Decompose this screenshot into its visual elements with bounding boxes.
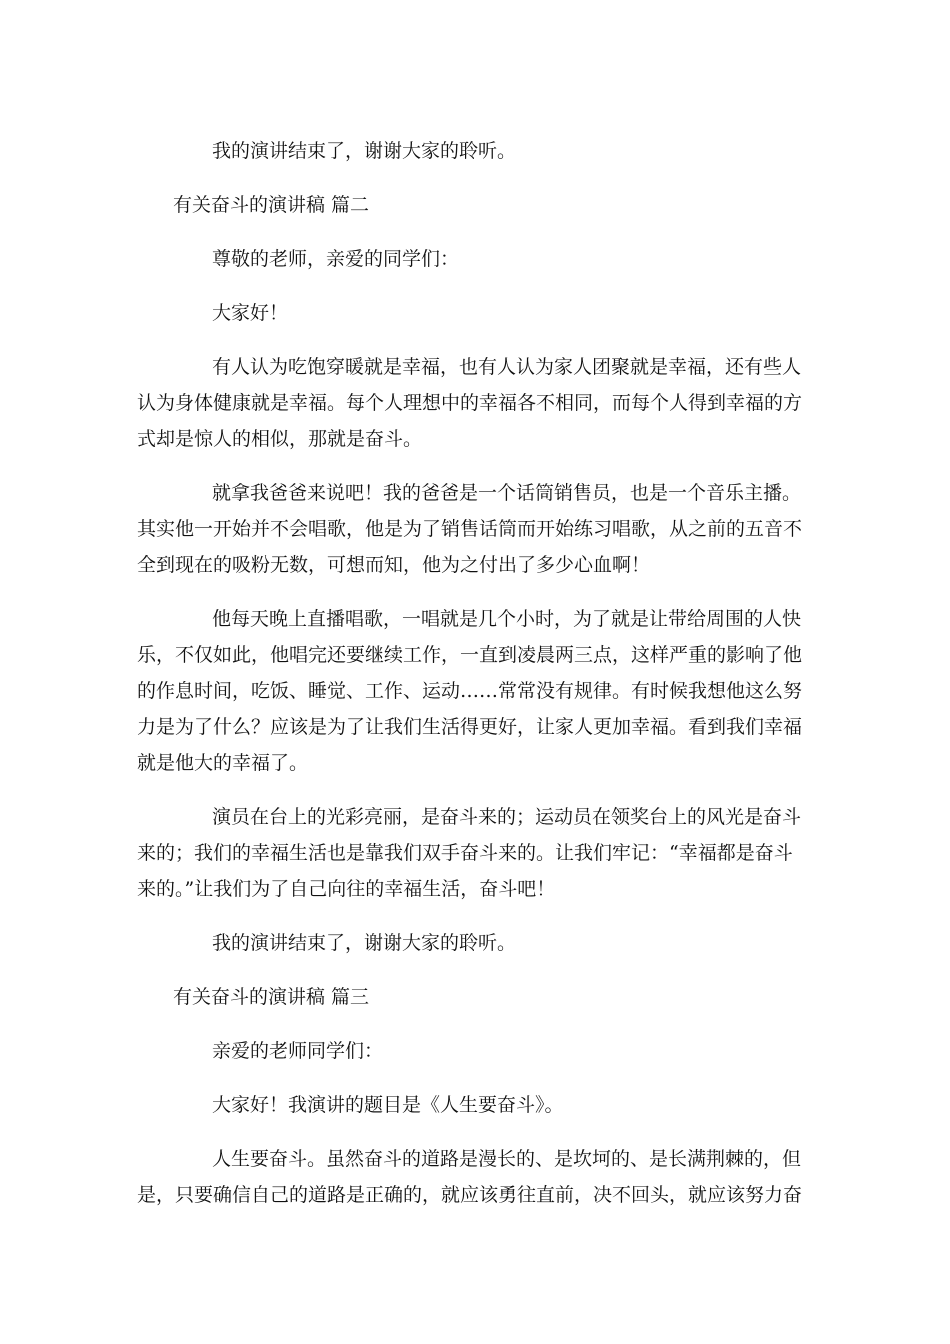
closing-line: 我的演讲结束了，谢谢大家的聆听。 (212, 932, 517, 954)
paragraph-line: 的作息时间，吃饭、睡觉、工作、运动……常常没有规律。有时候我想他这么努 (137, 680, 803, 702)
paragraph-line: 人生要奋斗。虽然奋斗的道路是漫长的、是坎坷的、是长满荆棘的，但 (212, 1148, 802, 1170)
paragraph-line: 就是他大的幸福了。 (137, 752, 309, 774)
paragraph-line: 他每天晚上直播唱歌，一唱就是几个小时，为了就是让带给周围的人快 (212, 608, 802, 630)
paragraph-line: 全到现在的吸粉无数，可想而知，他为之付出了多少心血啊！ (137, 554, 651, 576)
paragraph-line: 式却是惊人的相似，那就是奋斗。 (137, 428, 423, 450)
paragraph-line: 就拿我爸爸来说吧！我的爸爸是一个话筒销售员，也是一个音乐主播。 (212, 482, 802, 504)
paragraph-line: 来的；我们的幸福生活也是靠我们双手奋斗来的。让我们牢记：“幸福都是奋斗 (137, 842, 793, 864)
hello-line: 大家好！ (212, 302, 289, 324)
paragraph-line: 演员在台上的光彩亮丽，是奋斗来的；运动员在领奖台上的风光是奋斗 (212, 806, 802, 828)
greeting-line: 尊敬的老师，亲爱的同学们： (212, 248, 460, 270)
paragraph-line: 认为身体健康就是幸福。每个人理想中的幸福各不相同，而每个人得到幸福的方 (137, 392, 803, 414)
paragraph-line: 有人认为吃饱穿暖就是幸福，也有人认为家人团聚就是幸福，还有些人 (212, 356, 802, 378)
closing-line: 我的演讲结束了，谢谢大家的聆听。 (212, 140, 517, 162)
paragraph-line: 来的。”让我们为了自己向往的幸福生活，奋斗吧！ (137, 878, 556, 900)
hello-line: 大家好！我演讲的题目是《人生要奋斗》。 (212, 1094, 564, 1116)
paragraph-line: 乐，不仅如此，他唱完还要继续工作，一直到凌晨两三点，这样严重的影响了他 (137, 644, 803, 666)
paragraph-line: 其实他一开始并不会唱歌，他是为了销售话筒而开始练习唱歌，从之前的五音不 (137, 518, 803, 540)
paragraph-line: 力是为了什么？应该是为了让我们生活得更好，让家人更加幸福。看到我们幸福 (137, 716, 803, 738)
section-heading-3: 有关奋斗的演讲稿 篇三 (173, 986, 370, 1008)
section-heading-2: 有关奋斗的演讲稿 篇二 (173, 194, 370, 216)
paragraph-line: 是，只要确信自己的道路是正确的，就应该勇往直前，决不回头，就应该努力奋 (137, 1184, 803, 1206)
greeting-line: 亲爱的老师同学们： (212, 1040, 384, 1062)
